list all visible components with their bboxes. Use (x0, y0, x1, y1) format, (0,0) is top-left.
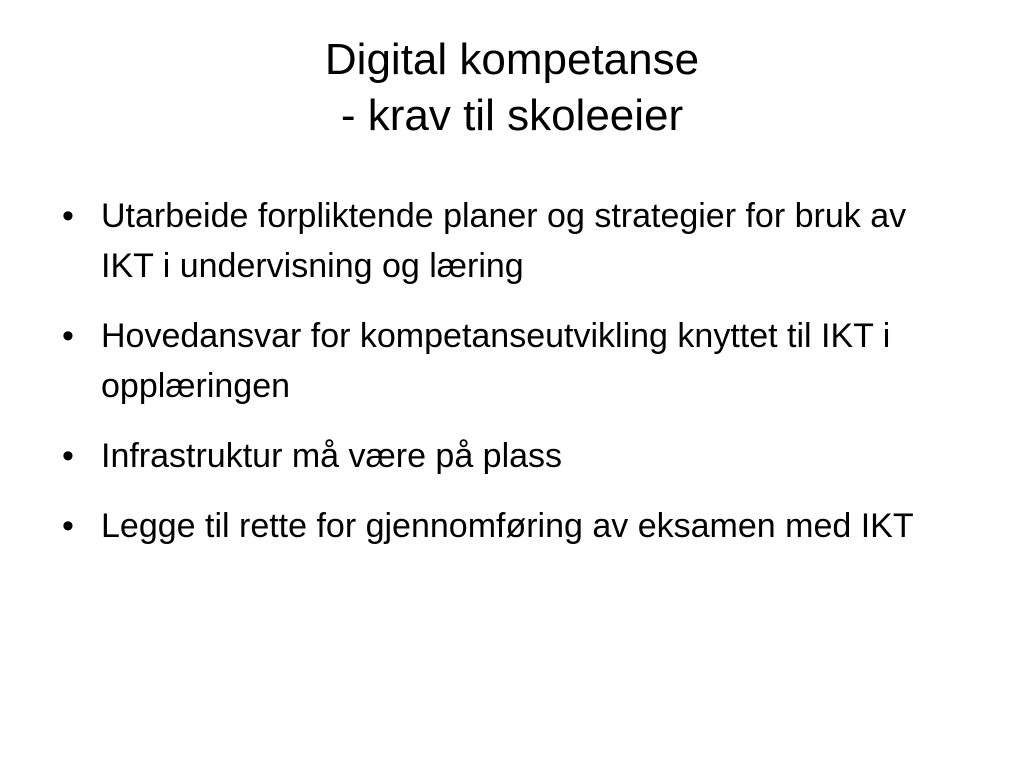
slide-title-line-1: Digital kompetanse (324, 35, 700, 84)
bullet-item (62, 311, 962, 411)
bullet-dot-icon: • (62, 197, 74, 235)
bullet-item (62, 191, 962, 291)
bullet-dot-icon: • (62, 317, 74, 355)
bullet-text: Legge til rette for gjennomføring av eksamen med IKT (101, 507, 914, 545)
bullet-text: Utarbeide forpliktende planer og strategier for bruk av IKT i undervisning og læring (101, 197, 907, 285)
bullet-text: Hovedansvar for kompetanseutvikling knyttet til IKT i opplæringen (101, 317, 891, 405)
bullet-dot-icon: • (62, 507, 74, 545)
bullet-list (62, 191, 962, 571)
bullet-dot-icon: • (62, 437, 74, 475)
slide-title (0, 32, 1024, 144)
bullet-item (62, 501, 962, 551)
bullet-item (62, 431, 962, 481)
slide-title-line-2: - krav til skoleeier (340, 91, 684, 140)
bullet-text: Infrastruktur må være på plass (101, 437, 563, 475)
